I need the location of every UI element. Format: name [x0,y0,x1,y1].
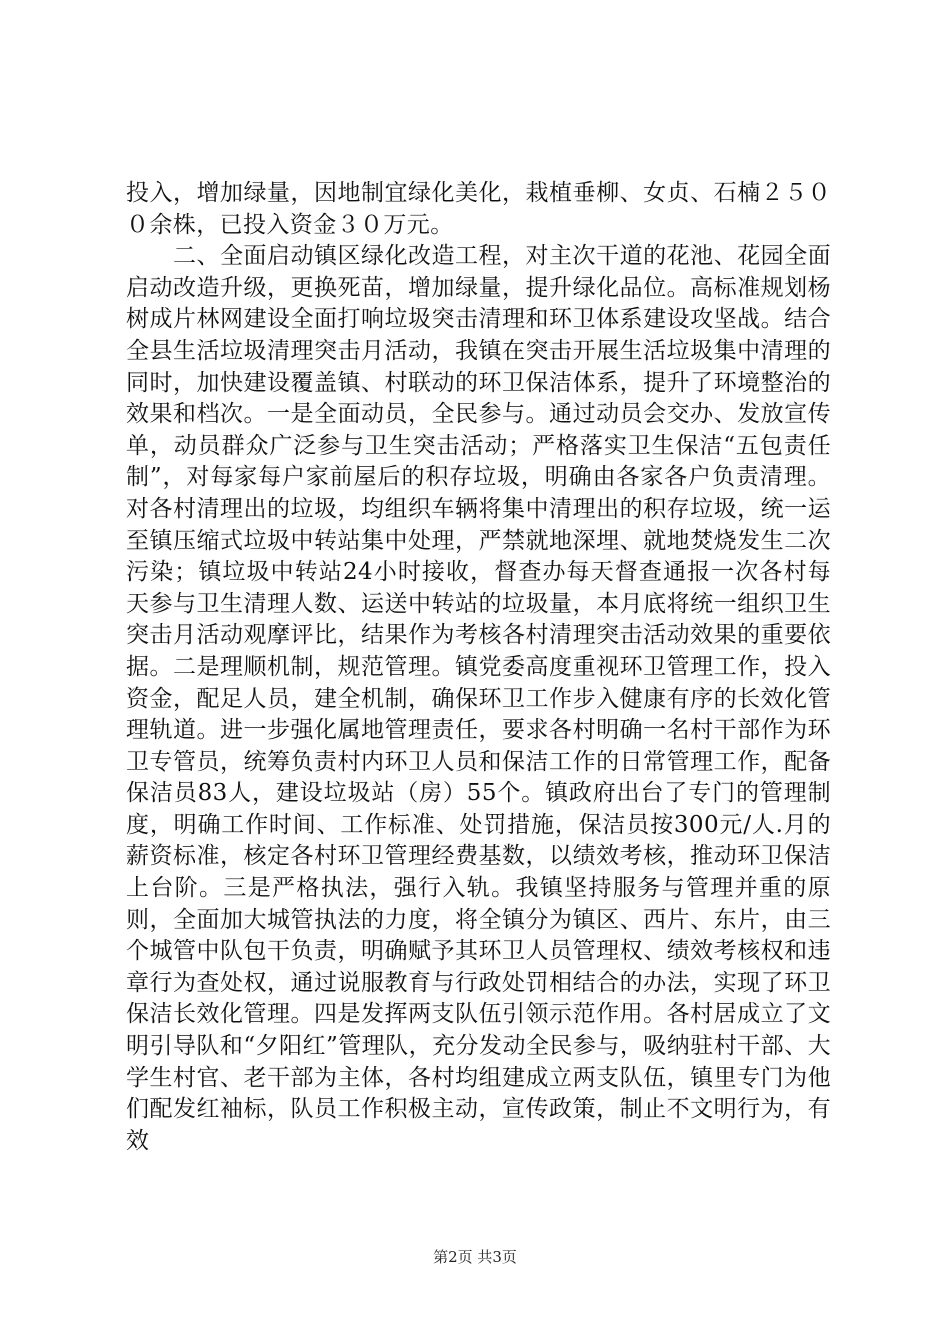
page-footer: 第2页 共3页 [433,1248,517,1266]
paragraph-continued: 投入，增加绿量，因地制宜绿化美化，栽植垂柳、女贞、石楠２５００余株，已投入资金３０万元。 [126,180,831,238]
document-body [126,178,831,1157]
paragraph-section-two: 二、全面启动镇区绿化改造工程，对主次干道的花池、花园全面启动改造升级，更换死苗，增加绿量，提升绿化品位。高标准规划杨树成片林网建设全面打响垃圾突击清理和环卫体系建设攻坚战。结合全县生活垃圾清理突击月活动，我镇在突击开展生活垃圾集中清理的同时，加快建设覆盖镇、村联动的环卫保洁体系，提升了环境整治的效果和档次。一是全面动员，全民参与。通过动员会交办、发放宣传单，动员群众广泛参与卫生突击活动；严格落实卫生保洁“五包责任制”，对每家每户家前屋后的积存垃圾，明确由各家各户负责清理。对各村清理出的垃圾，均组织车辆将集中清理出的积存垃圾，统一运至镇压缩式垃圾中转站集中处理，严禁就地深埋、就地焚烧发生二次污染；镇垃圾中转站24小时接收，督查办每天督查通报一次各村每天参与卫生清理人数、运送中转站的垃圾量，本月底将统一组织卫生突击月活动观摩评比，结果作为考核各村清理突击活动效果的重要依据。二是理顺机制，规范管理。镇党委高度重视环卫管理工作，投入资金，配足人员，建全机制，确保环卫工作步入健康有序的长效化管理轨道。进一步强化属地管理责任，要求各村明确一名村干部作为环卫专管员，统筹负责村内环卫人员和保洁工作的日常管理工作，配备保洁员83人，建设垃圾站（房）55个。镇政府出台了专门的管理制度，明确工作时间、工作标准、处罚措施，保洁员按300元/人.月的薪资标准，核定各村环卫管理经费基数，以绩效考核，推动环卫保洁上台阶。三是严格执法，强行入轨。我镇坚持服务与管理并重的原则，全面加大城管执法的力度，将全镇分为镇区、西片、东片，由三个城管中队包干负责，明确赋予其环卫人员管理权、绩效考核权和违章行为查处权，通过说服教育与行政处罚相结合的办法，实现了环卫保洁长效化管理。四是发挥两支队伍引领示范作用。各村居成立了文明引导队和“夕阳红”管理队，充分发动全民参与，吸纳驻村干部、大学生村官、老干部为主体，各村均组建成立两支队伍，镇里专门为他们配发红袖标，队员工作积极主动，宣传政策，制止不文明行为，有效 [126,243,831,1154]
